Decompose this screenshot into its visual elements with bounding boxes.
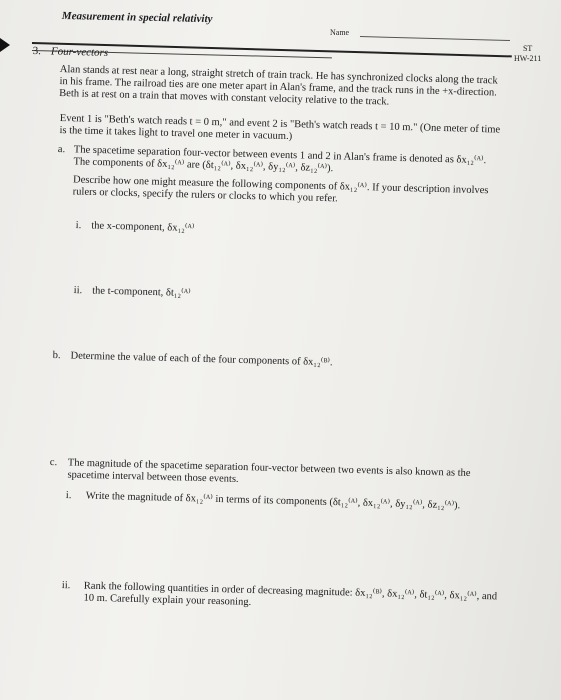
pointer-arrow-icon bbox=[0, 38, 10, 52]
intro-paragraph-1: Alan stands at rest near a long, straight stretch of train track. He has synchronized clocks along the track in his frame. The railroad ties are one meter apart in Alan's frame, and the track runs in the +x-direction. Beth is at rest on a train that moves with constant velocity relative to the track. bbox=[59, 64, 498, 108]
part-c bbox=[49, 457, 504, 493]
part-c-i-text: Write the magnitude of δx₁₂⁽ᴬ⁾ in terms of its components (δt₁₂⁽ᴬ⁾, δx₁₂⁽ᴬ⁾, δy₁₂⁽ᴬ⁾, δz₁₂⁽ᴬ⁾). bbox=[85, 490, 461, 512]
side-code bbox=[514, 44, 541, 64]
part-b bbox=[53, 345, 503, 375]
name-label: Name bbox=[330, 28, 350, 37]
part-a-i-label: i. bbox=[75, 219, 82, 232]
part-a-row bbox=[57, 144, 502, 180]
part-c-i-label: i. bbox=[65, 490, 72, 502]
page-header-title: Measurement in special relativity bbox=[61, 10, 213, 26]
part-c-row bbox=[49, 457, 504, 493]
part-a-ii-label: ii. bbox=[73, 284, 83, 297]
part-a-ii bbox=[74, 280, 494, 309]
part-c-i-row bbox=[66, 490, 506, 514]
side-code-line2: HW-211 bbox=[514, 54, 542, 63]
part-c-ii-text: Rank the following quantities in order of decreasing magnitude: δx₁₂⁽ᴮ⁾, δx₁₂⁽ᴬ⁾, δt₁₂⁽ᴬ⁾, δx₁₂⁽ᴬ⁾, and 10 m. Carefully explain your reasoning. bbox=[83, 580, 498, 608]
side-code-line1: ST bbox=[522, 44, 533, 53]
part-b-text: Determine the value of each of the four components of δx₁₂⁽ᴮ⁾. bbox=[70, 350, 333, 369]
part-b-label: b. bbox=[52, 349, 61, 362]
part-a-i bbox=[76, 215, 496, 244]
part-c-i bbox=[66, 490, 506, 514]
part-c-ii bbox=[61, 580, 506, 616]
problem-number: 3. bbox=[32, 44, 42, 58]
part-a-text-2: Describe how one might measure the following components of δx₁₂⁽ᴬ⁾. If your description involves rulers or clocks, specify the rulers or clocks to which you refer. bbox=[72, 174, 489, 205]
part-c-ii-row bbox=[61, 580, 506, 616]
part-c-text: The magnitude of the spacetime separation four-vector between two events is also known as the spacetime interval between those events. bbox=[67, 457, 471, 485]
part-a-label: a. bbox=[57, 144, 66, 156]
intro-paragraph-2: Event 1 is "Beth's watch reads t = 0 m," and event 2 is "Beth's watch reads t = 10 m." (One meter of time is the time it takes light to travel one meter in vacuum.) bbox=[59, 113, 501, 143]
part-a-text-1: The spacetime separation four-vector between events 1 and 2 in Alan's frame is denoted as δx₁₂⁽ᴬ⁾. The components of δx₁₂⁽ᴬ⁾ are (δt₁₂⁽ᴬ⁾, δx₁₂⁽ᴬ⁾, δy₁₂⁽ᴬ⁾, δz₁₂⁽ᴬ⁾). bbox=[73, 144, 487, 175]
part-a-i-text: the x-component, δx₁₂⁽ᴬ⁾ bbox=[91, 220, 195, 235]
part-a bbox=[57, 144, 503, 210]
part-c-ii-label: ii. bbox=[61, 580, 71, 592]
part-a-ii-text: the t-component, δt₁₂⁽ᴬ⁾ bbox=[92, 285, 191, 300]
part-c-label: c. bbox=[49, 457, 58, 469]
problem-title: Four-vectors bbox=[50, 45, 109, 59]
name-line bbox=[360, 36, 510, 41]
